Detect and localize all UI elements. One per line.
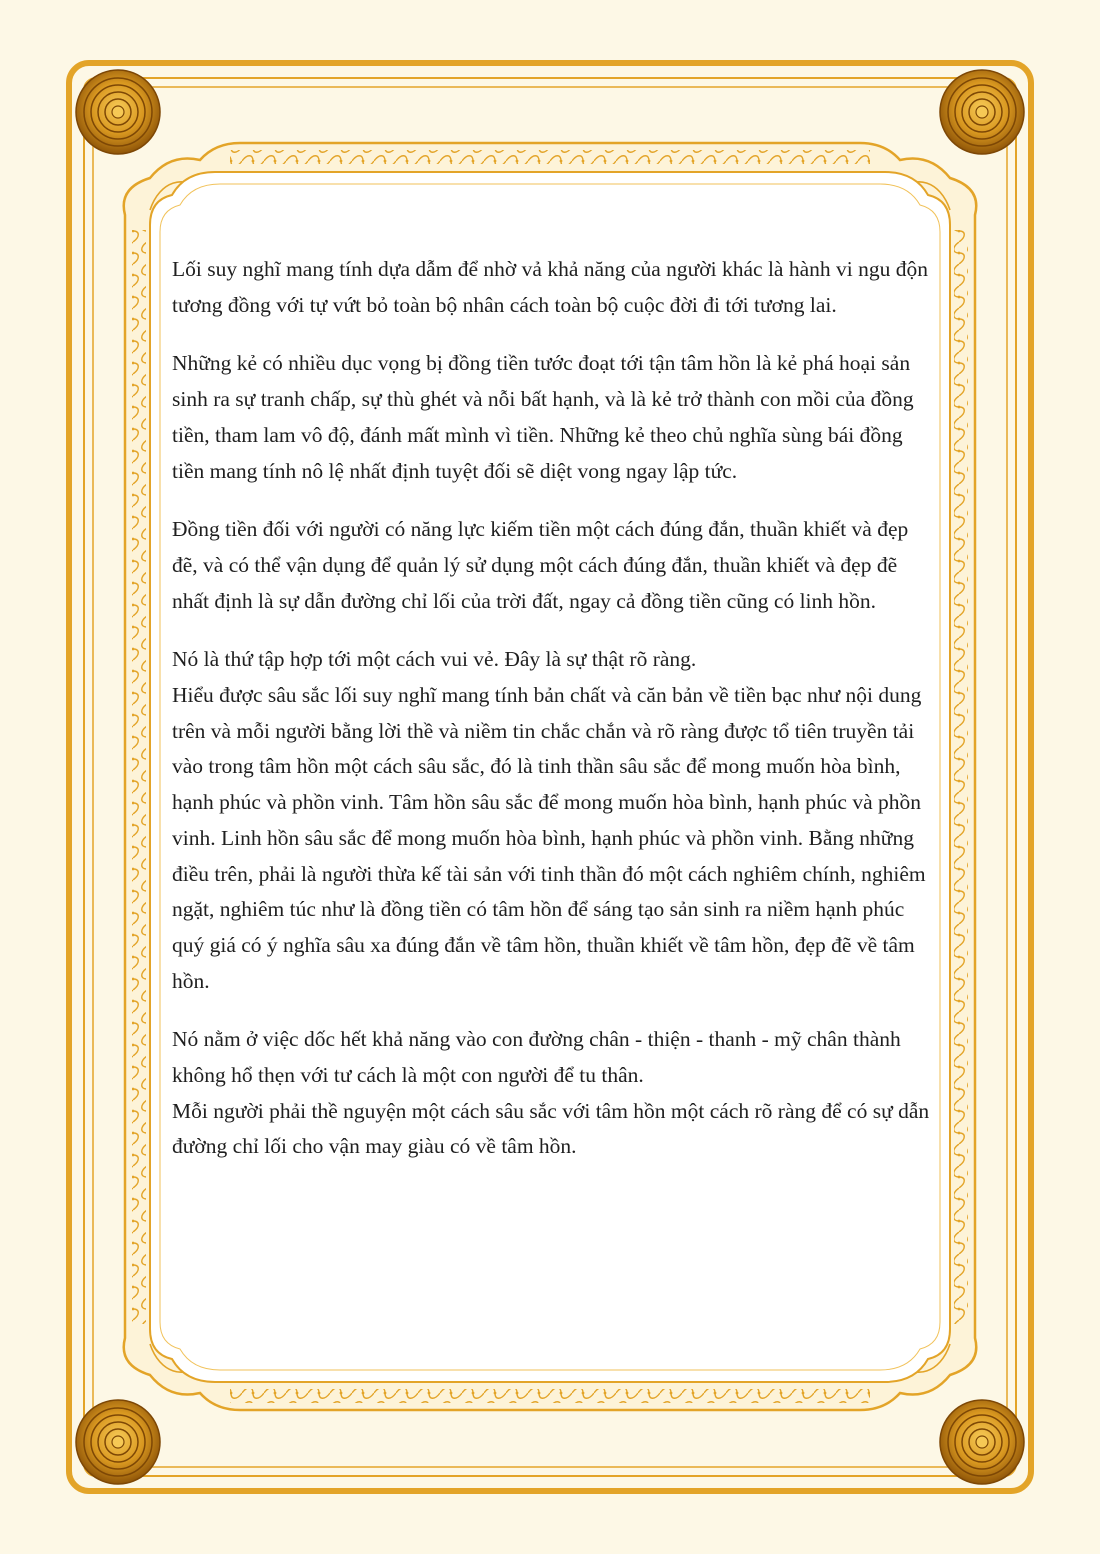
- paragraph-4: Nó là thứ tập hợp tới một cách vui vẻ. Đây là sự thật rõ ràng. Hiểu được sâu sắc lối suy nghĩ mang tính bản chất và căn bản về tiền bạc như nội dung trên và mỗi người bằng lời thề và niềm tin chắc chắn và rõ ràng được tổ tiên truyền tải vào trong tâm hồn một cách sâu sắc, đó là tinh thần sâu sắc để mong muốn hòa bình, hạnh phúc và phồn vinh. Tâm hồn sâu sắc để mong muốn hòa bình, hạnh phúc và phồn vinh. Linh hồn sâu sắc để mong muốn hòa bình, hạnh phúc và phồn vinh. Bằng những điều trên, phải là người thừa kế tài sản với tinh thần đó một cách nghiêm chính, nghiêm ngặt, nghiêm túc như là đồng tiền có tâm hồn để sáng tạo sản sinh ra niềm hạnh phúc quý giá có ý nghĩa sâu xa đúng đắn về tâm hồn, thuần khiết về tâm hồn, đẹp đẽ về tâm hồn.: [172, 647, 926, 993]
- concentric-gold-disc-icon: [940, 1400, 1024, 1484]
- paragraph-5: Nó nằm ở việc dốc hết khả năng vào con đường chân - thiện - thanh - mỹ chân thành không hổ thẹn với tư cách là một con người để tu thân. Mỗi người phải thề nguyện một cách sâu sắc với tâm hồn một cách rõ ràng để có sự dẫn đường chỉ lối cho vận may giàu có về tâm hồn.: [172, 1027, 930, 1159]
- concentric-gold-disc-icon: [76, 1400, 160, 1484]
- paragraph-1: Lối suy nghĩ mang tính dựa dẫm để nhờ vả khả năng của người khác là hành vi ngu độn tương đồng với tự vứt bỏ toàn bộ nhân cách toàn bộ cuộc đời đi tới tương lai.: [172, 257, 928, 317]
- concentric-gold-disc-icon: [76, 70, 160, 154]
- paragraph-3: Đồng tiền đối với người có năng lực kiếm tiền một cách đúng đắn, thuần khiết và đẹp đẽ, và có thể vận dụng để quản lý sử dụng một cách đúng đắn, thuần khiết và đẹp đẽ nhất định là sự dẫn đường chỉ lối của trời đất, ngay cả đồng tiền cũng có linh hồn.: [172, 517, 909, 613]
- concentric-gold-disc-icon: [940, 70, 1024, 154]
- document-body: [172, 252, 937, 1188]
- paragraph-2: Những kẻ có nhiều dục vọng bị đồng tiền tước đoạt tới tận tâm hồn là kẻ phá hoại sản sinh ra sự tranh chấp, sự thù ghét và nỗi bất hạnh, và là kẻ trở thành con mồi của đồng tiền, tham lam vô độ, đánh mất mình vì tiền. Những kẻ theo chủ nghĩa sùng bái đồng tiền mang tính nô lệ nhất định tuyệt đối sẽ diệt vong ngay lập tức.: [172, 351, 914, 483]
